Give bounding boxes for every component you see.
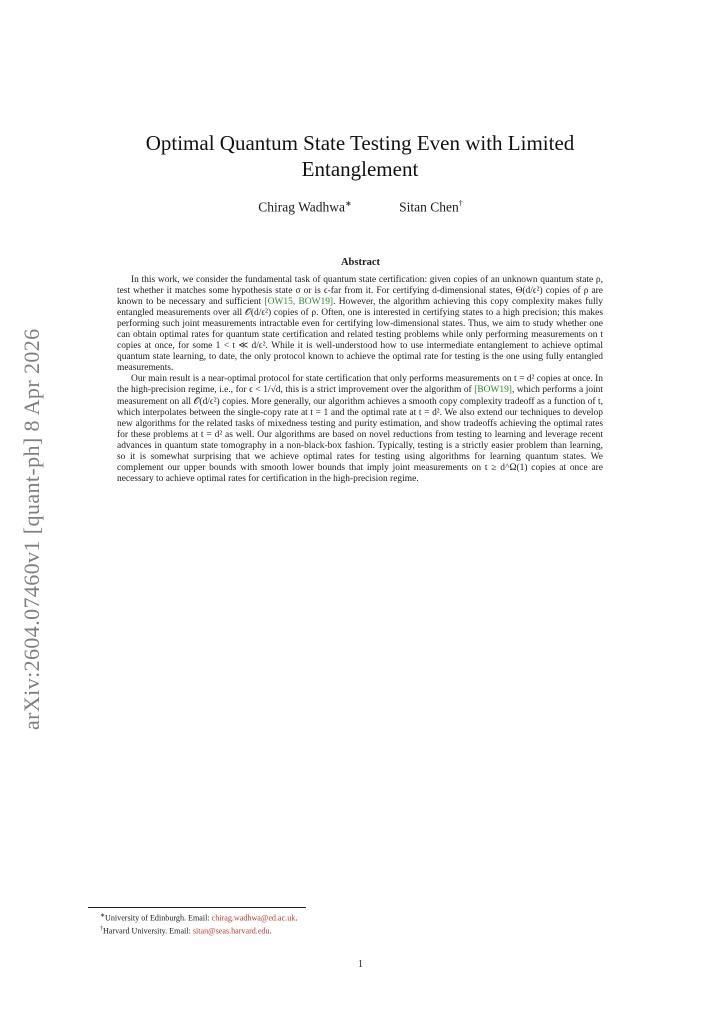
footnotes: [100, 911, 620, 936]
abstract-text: Our main result is a near-optimal protocol for state certification that only performs measurements on t = d² copies at once. In the high-precision regime, i.e., for ϵ < 1/√d, this is a strict improvement over the algorithm of: [117, 374, 603, 396]
footnote-1-end: .: [295, 913, 298, 923]
footnote-1-affiliation: University of Edinburgh. Email:: [105, 913, 212, 923]
footnote-2-mark: †: [100, 925, 103, 932]
abstract-paragraph-1: [117, 275, 603, 374]
abstract-text: , which performs a joint measurement on all 𝒪(d/ϵ²) copies. More generally, our algorithm achieves a smooth copy complexity tradeoff as a function of t, which interpolates between the single-copy rate at t = 1 and the optimal rate at t = d². We also extend our techniques to develop new algorithms for the related tasks of mixedness testing and purity estimation, and show tradeoffs achieving the optimal rates for these problems at t = d² as well. Our algorithms are based on novel reductions from testing to learning and leverage recent advances in quantum state tomography in a non-black-box fashion. Typically, testing is a strictly easier problem than learning, so it is somewhat surprising that we achieve optimal rates for testing using algorithms for learning quantum states. We complement our upper bounds with smooth lower bounds that imply joint measurements on t ≥ d^Ω(1) copies at once are necessary to achieve optimal rates for certification in the high-precision regime.: [117, 385, 604, 484]
author-2: [399, 199, 463, 216]
abstract-text: In this work, we consider the fundamental task of quantum state certification: given copies of an unknown quantum state ρ, test whether it matches some hypothesis state σ or is ϵ-far from it. For certifying d-dimensional states, Θ(d/ϵ²) copies of ρ are known to be necessary and sufficient: [117, 275, 603, 308]
footnote-1-mark: ∗: [100, 913, 106, 919]
abstract-body: [117, 275, 603, 485]
arxiv-stamp-text: arXiv:2604.07460v1 [quant-ph] 8 Apr 2026: [19, 328, 44, 730]
footnote-1-email-link[interactable]: chirag.wadhwa@ed.ac.uk: [211, 913, 296, 923]
author-1-footnote-mark: ∗: [345, 199, 352, 208]
page-number: 1: [358, 959, 363, 970]
author-2-name: Sitan Chen: [399, 199, 459, 215]
footnote-2-end: .: [269, 926, 272, 936]
citation-link[interactable]: [BOW19]: [474, 385, 512, 396]
footnote-2-email-link[interactable]: sitan@seas.harvard.edu: [192, 926, 270, 936]
footnote-2: [100, 924, 620, 937]
footnote-divider: [88, 907, 306, 908]
abstract-text: . However, the algorithm achieving this copy complexity makes fully entangled measurements over all 𝒪(d/ϵ²) copies of ρ. Often, one is interested in certifying states to a high precision; this makes performing such joint measurements intractable even for certifying low-dimensional states. Thus, we aim to study whether one can obtain optimal rates for quantum state certification and related testing problems while only performing measurements on t copies at once, for some 1 < t ≪ d/ϵ². While it is well-understood how to use intermediate entanglement to achieve optimal quantum state learning, to date, the only protocol known to achieve the optimal rate for testing is the one using fully entangled measurements.: [117, 297, 603, 374]
footnote-2-affiliation: Harvard University. Email:: [103, 926, 193, 936]
citation-link[interactable]: [OW15, BOW19]: [264, 297, 334, 308]
author-list: [0, 199, 721, 216]
paper-title: Optimal Quantum State Testing Even with Limited Entanglement: [145, 131, 575, 181]
author-1-name: Chirag Wadhwa: [258, 199, 346, 215]
author-2-footnote-mark: †: [458, 199, 463, 208]
arxiv-identifier-stamp: [15, 290, 55, 730]
abstract-heading: Abstract: [340, 257, 381, 268]
footnote-1: [100, 911, 620, 924]
abstract-paragraph-2: [117, 374, 603, 484]
author-1: [258, 199, 351, 216]
